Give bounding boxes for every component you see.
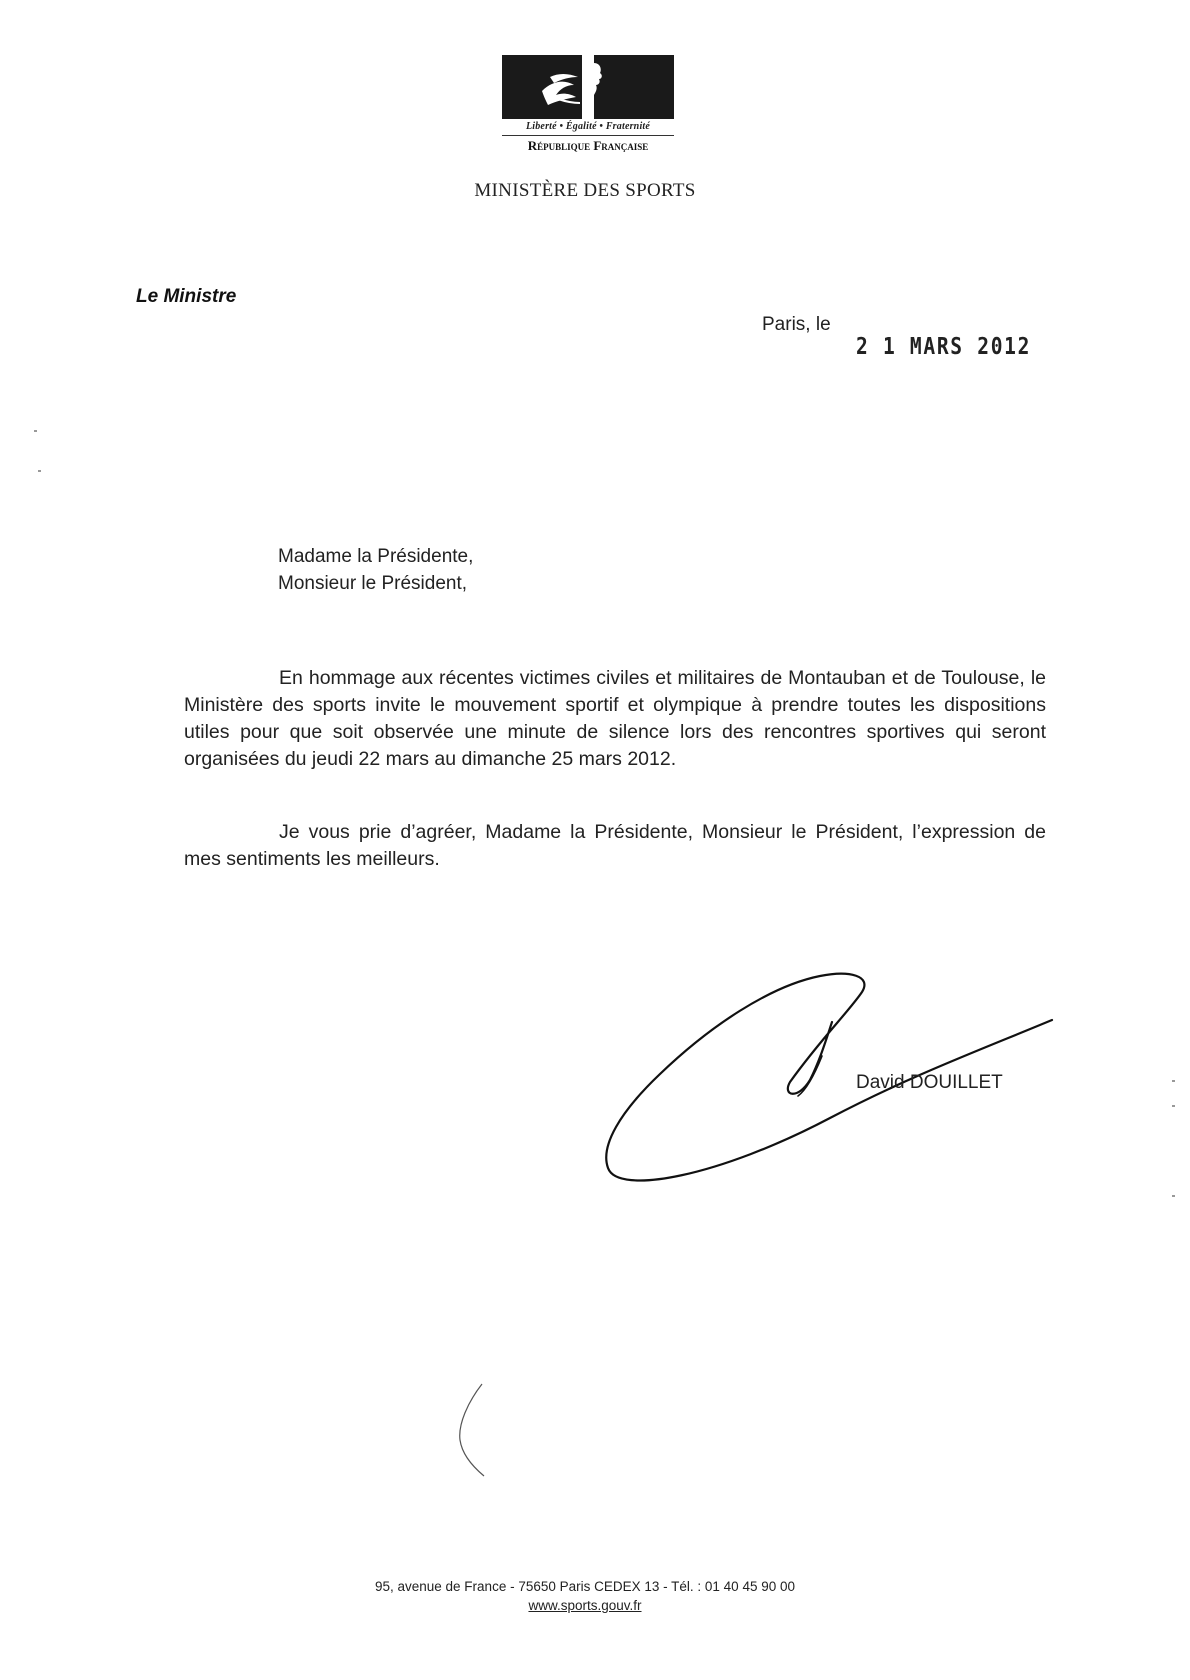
salutation-line-1: Madame la Présidente, xyxy=(278,546,474,567)
footer xyxy=(0,1577,1170,1615)
logo-divider xyxy=(502,135,674,136)
margin-mark xyxy=(450,1380,490,1480)
scan-speck xyxy=(1172,1195,1175,1197)
date-stamp: 2 1 MARS 2012 xyxy=(856,334,1032,360)
sender-title: Le Ministre xyxy=(136,286,237,307)
signatory-name: David DOUILLET xyxy=(856,1072,1003,1093)
motto-text: Liberté • Égalité • Fraternité xyxy=(525,121,651,132)
marianne-logo xyxy=(502,55,674,155)
body-paragraph-1 xyxy=(184,665,1046,773)
scan-speck xyxy=(38,470,41,472)
scan-speck xyxy=(1172,1105,1175,1107)
footer-website-link[interactable]: www.sports.gouv.fr xyxy=(528,1598,642,1613)
footer-address: 95, avenue de France - 75650 Paris CEDEX 13 - Tél. : 01 40 45 90 00 xyxy=(374,1579,795,1594)
ministry-title: MINISTÈRE DES SPORTS xyxy=(474,180,696,201)
republic-text: République Française xyxy=(527,138,649,153)
paragraph-2-text: Je vous prie d’agréer, Madame la Présidente, Monsieur le Président, l’expression de mes sentiments les meilleurs. xyxy=(184,821,1046,870)
salutation xyxy=(278,543,473,597)
paragraph-1-text: En hommage aux récentes victimes civiles et militaires de Montauban et de Toulouse, le Ministère des sports invite le mouvement sportif et olympique à prendre toutes les dispositions utiles pour que soit observée une minute de silence lors des rencontres sportives qui seront organisées du jeudi 22 mars au dimanche 25 mars 2012. xyxy=(184,667,1046,770)
dateline-place: Paris, le xyxy=(762,314,831,335)
scan-speck xyxy=(1172,1080,1175,1082)
body-paragraph-2 xyxy=(184,819,1046,873)
marianne-icon xyxy=(502,55,674,119)
scan-speck xyxy=(34,430,37,432)
salutation-line-2: Monsieur le Président, xyxy=(278,573,468,594)
